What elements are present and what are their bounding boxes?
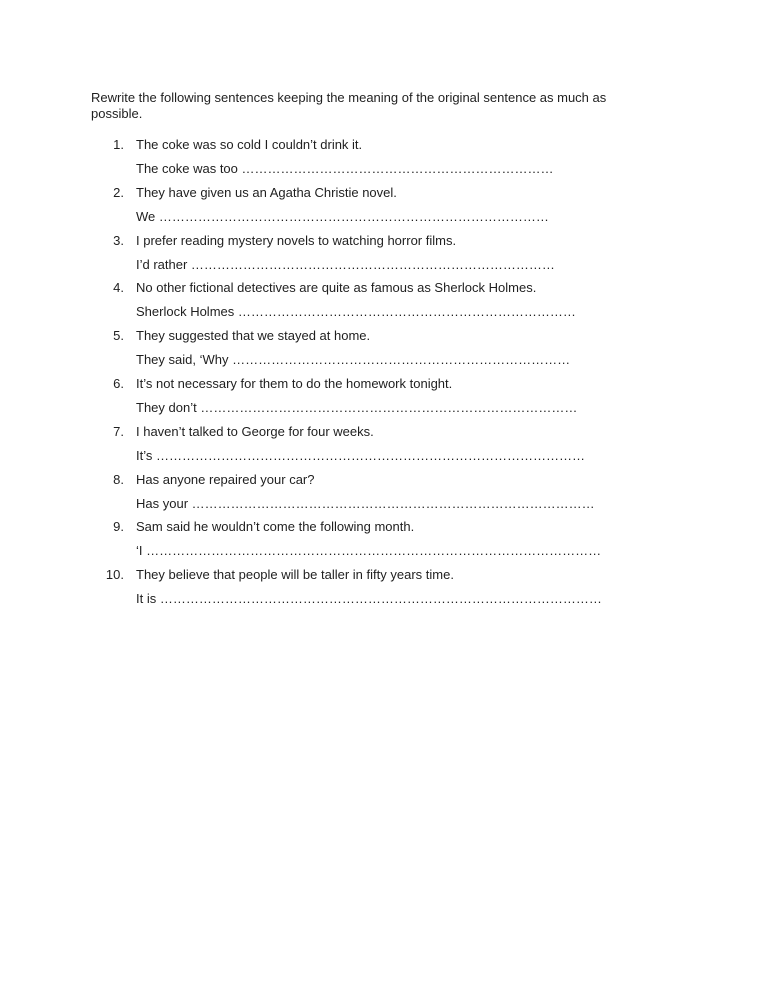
list-item	[0, 137, 768, 185]
item-number: 6.	[113, 375, 124, 391]
item-number: 10.	[105, 567, 124, 583]
item-number: 4.	[113, 280, 124, 296]
answer-prompt: The coke was too ………………………………………………………………	[136, 161, 554, 176]
item-number: 5.	[113, 328, 124, 344]
answer-prompt: They don’t ……………………………………………………………………………	[136, 399, 578, 415]
answer-prompt: It’s ………………………………………………………………………………………	[136, 447, 585, 463]
original-sentence: They have given us an Agatha Christie novel.	[136, 184, 397, 200]
list-item	[0, 185, 768, 233]
instructions-text: Rewrite the following sentences keeping the meaning of the original sentence as much as possible.	[91, 90, 607, 121]
original-sentence: They believe that people will be taller in fifty years time.	[136, 567, 454, 583]
list-item	[0, 567, 768, 615]
original-sentence: Sam said he wouldn’t come the following month.	[136, 519, 415, 535]
item-number: 1.	[113, 137, 124, 152]
item-number: 7.	[113, 423, 124, 439]
original-sentence: Has anyone repaired your car?	[136, 471, 315, 487]
item-number: 2.	[113, 184, 124, 200]
list-item	[0, 519, 768, 567]
answer-prompt: We ………………………………………………………………………………	[136, 208, 549, 224]
answer-prompt: They said, ‘Why ……………………………………………………………………	[136, 352, 571, 368]
original-sentence: I prefer reading mystery novels to watching horror films.	[136, 232, 457, 248]
list-item	[0, 424, 768, 472]
original-sentence: It’s not necessary for them to do the homework tonight.	[136, 375, 453, 391]
list-item	[0, 328, 768, 376]
list-item	[0, 472, 768, 520]
answer-prompt: ‘I ……………………………………………………………………………………………	[136, 543, 602, 559]
answer-prompt: I’d rather …………………………………………………………………………	[136, 256, 555, 272]
list-item	[0, 233, 768, 281]
original-sentence: They suggested that we stayed at home.	[136, 328, 371, 344]
item-number: 3.	[113, 232, 124, 248]
list-item	[0, 376, 768, 424]
exercise-list	[0, 137, 768, 615]
item-number: 9.	[113, 519, 124, 535]
original-sentence: I haven’t talked to George for four weeks.	[136, 423, 374, 439]
original-sentence: The coke was so cold I couldn’t drink it.	[136, 137, 363, 152]
original-sentence: No other fictional detectives are quite as famous as Sherlock Holmes.	[136, 280, 537, 296]
item-number: 8.	[113, 471, 124, 487]
answer-prompt: Has your …………………………………………………………………………………	[136, 495, 595, 511]
answer-prompt: Sherlock Holmes ……………………………………………………………………	[136, 304, 576, 320]
list-item	[0, 280, 768, 328]
answer-prompt: It is …………………………………………………………………………………………	[136, 591, 602, 607]
